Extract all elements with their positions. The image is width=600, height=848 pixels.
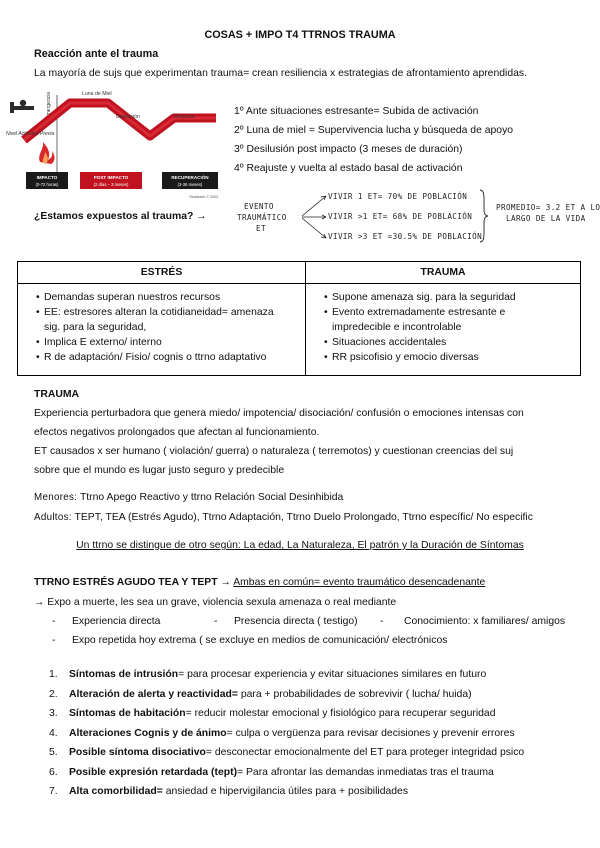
event-label-1: EVENTO: [244, 202, 274, 211]
phase-4: 4º Reajuste y vuelta al estado basal de activación: [234, 163, 463, 174]
minors-line: [34, 492, 343, 503]
branch-2: VIVIR >1 ET= 68% DE POBLACIÓN: [328, 212, 473, 221]
box-recuperacion-label: RECUPERACIÓN: [171, 175, 209, 180]
trauma-line-4: sobre que el mundo es lugar justo seguro y predecible: [34, 465, 285, 476]
branch-arrows: [300, 188, 330, 248]
trauma-item: • Evento extremadamente estresante e: [332, 305, 580, 320]
adults-line: [34, 512, 533, 523]
stress-item: • R de adaptación/ Fisio/ cognis o ttrno adaptativo: [44, 350, 305, 365]
phase-label-desilusion: Desilusión: [116, 114, 140, 120]
sub-item: Expo repetida hoy extrema ( se excluye en medios de comunicación/ electrónicos: [72, 635, 448, 646]
reaction-intro: La mayoría de sujs que experimentan trauma= crean resiliencia x estrategias de afrontamiento aprendidas.: [34, 68, 527, 79]
minors-label: Menores:: [34, 492, 78, 503]
box-post-impacto-label: POST IMPACTO: [93, 175, 129, 180]
exposure-question: ¿Estamos expuestos al trauma? →: [34, 211, 207, 222]
event-label-2: TRAUMÁTICO: [237, 213, 287, 222]
tea-expo: → Expo a muerte, les sea un grave, violencia sexula amenaza o real mediante: [34, 597, 397, 608]
box-impacto-sub: (0-72 horas): [35, 182, 59, 187]
figure-side-label: Nivel Actividad Previa: [6, 131, 55, 137]
figure-credit: Realizado © 2003: [189, 195, 218, 199]
phase-label-reajuste: Reajuste: [174, 114, 195, 120]
trauma-line-3: ET causados x ser humano ( violación/ guerra) o naturaleza ( terremotos) y cuestionan creencias del suj: [34, 446, 514, 457]
trauma-cell: [306, 284, 581, 376]
distinguish-line: Un ttrno se distingue de otro según: La edad, La Naturaleza, El patrón y la Duración de Síntomas: [76, 540, 524, 551]
adults-text: TEPT, TEA (Estrés Agudo), Ttrno Adaptación, Ttrno Duelo Prolongado, Ttrno específic/ No especific: [74, 512, 533, 523]
trauma-reaction-figure: [4, 90, 226, 202]
trauma-line-1: Experiencia perturbadora que genera miedo/ impotencia/ disociación/ confusión o emociones intensas con: [34, 408, 524, 419]
branch-3: VIVIR >3 ET =30.5% DE POBLACIÓN: [328, 232, 483, 241]
header-estres: ESTRÉS: [18, 262, 306, 284]
reaction-heading: Reacción ante el trauma: [34, 48, 159, 60]
stress-item: • EE: estresores alteran la cotidianeidad= amenaza: [44, 305, 305, 320]
stress-cell: [18, 284, 306, 376]
tea-heading: TTRNO ESTRÉS AGUDO TEA Y TEPT →: [34, 577, 231, 588]
stress-item: • Implica E externo/ interno: [44, 335, 305, 350]
stress-trauma-table: [17, 261, 581, 376]
trauma-item: • Situaciones accidentales: [332, 335, 580, 350]
event-label-3: ET: [256, 224, 266, 233]
sub-item: Presencia directa ( testigo): [234, 616, 358, 627]
box-impacto-label: IMPACTO: [36, 175, 58, 180]
figure-y-label: Emergencia: [46, 92, 52, 119]
phase-label-luna: Luna de Miel: [82, 91, 112, 97]
phase-2: 2º Luna de miel = Supervivencia lucha y búsqueda de apoyo: [234, 125, 514, 136]
stress-item: • Demandas superan nuestros recursos: [44, 290, 305, 305]
tea-common: Ambas en común= evento traumático desencadenante: [233, 577, 486, 588]
trauma-line-2: efectos negativos prolongados que afectan al funcionamiento.: [34, 427, 320, 438]
branch-1: VIVIR 1 ET= 70% DE POBLACIÓN: [328, 192, 468, 201]
tea-heading-line: [34, 577, 485, 588]
minors-text: Ttrno Apego Reactivo y ttrno Relación Social Desinhibida: [79, 492, 344, 503]
adults-label: Adultos:: [34, 512, 72, 523]
trauma-item: • Supone amenaza sig. para la seguridad: [332, 290, 580, 305]
average-2: LARGO DE LA VIDA: [506, 214, 586, 223]
trauma-item-cont: impredecible e incontrolable: [332, 322, 462, 333]
phase-1: 1º Ante situaciones estresante= Subida de activación: [234, 106, 479, 117]
stress-item-cont: sig. para la seguridad,: [44, 322, 147, 333]
header-trauma: TRAUMA: [306, 262, 581, 284]
curly-brace: [478, 188, 490, 244]
trauma-heading: TRAUMA: [34, 389, 80, 400]
page-title: COSAS + IMPO T4 TTRNOS TRAUMA: [204, 29, 396, 41]
phase-3: 3º Desilusión post impacto (3 meses de duración): [234, 144, 463, 155]
box-post-impacto-sub: (2 días – 3 meses): [93, 182, 129, 187]
box-recuperacion-sub: (3-36 meses): [177, 182, 203, 187]
sub-item: Conocimiento: x familiares/ amigos: [404, 616, 566, 627]
average-1: PROMEDIO= 3.2 ET A LO: [496, 203, 600, 212]
sub-item: Experiencia directa: [72, 616, 161, 627]
trauma-item: • RR psicofisio y emocio diversas: [332, 350, 580, 365]
